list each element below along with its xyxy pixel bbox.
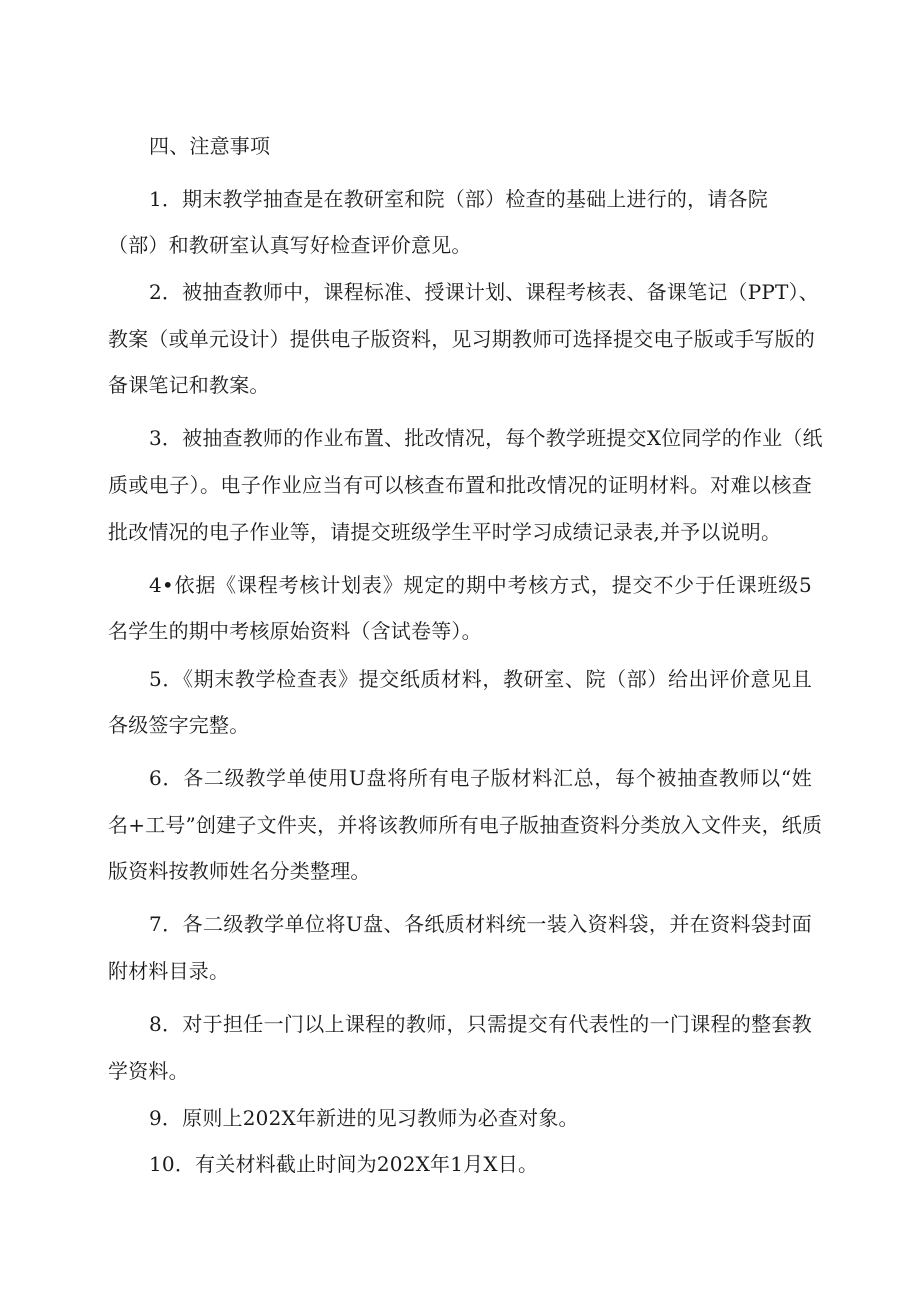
item-7-line-1: 7．各二级教学单位将U盘、各纸质材料统一装入资料袋，并在资料袋封面 [149, 912, 812, 936]
item-8-line-2: 学资料。 [108, 1059, 189, 1083]
item-6-line-2: 名+工号”创建子文件夹，并将该教师所有电子版抽查资料分类放入文件夹，纸质 [108, 813, 823, 837]
item-3-line-3: 批改情况的电子作业等，请提交班级学生平时学习成绩记录表,并予以说明。 [108, 520, 782, 544]
item-5-line-2: 各级签字完整。 [108, 713, 250, 737]
item-7-line-2: 附材料目录。 [108, 959, 230, 983]
item-8-line-1: 8．对于担任一门以上课程的教师，只需提交有代表性的一门课程的整套教 [149, 1012, 812, 1036]
item-9-line-1: 9．原则上202X年新进的见习教师为必查对象。 [149, 1106, 579, 1130]
item-3-line-2: 质或电子）。电子作业应当有可以核查布置和批改情况的证明材料。对难以核查 [108, 473, 812, 497]
item-2-line-3: 备课笔记和教案。 [108, 373, 270, 397]
item-1-line-1: 1．期末教学抽查是在教研室和院（部）检查的基础上进行的，请各院 [149, 187, 768, 211]
item-2-line-1: 2．被抽查教师中，课程标准、授课计划、课程考核表、备课笔记（PPT）、 [149, 280, 819, 304]
item-3-line-1: 3．被抽查教师的作业布置、批改情况，每个教学班提交X位同学的作业（纸 [149, 426, 823, 450]
item-5-line-1: 5．《期末教学检查表》提交纸质材料，教研室、院（部）给出评价意见且 [149, 667, 812, 691]
item-2-line-2: 教案（或单元设计）提供电子版资料，见习期教师可选择提交电子版或手写版的 [108, 327, 815, 351]
item-10-line-1: 10．有关材料截止时间为202X年1月X日。 [149, 1152, 539, 1176]
item-4-line-2: 名学生的期中考核原始资料（含试卷等）。 [108, 619, 482, 643]
item-6-line-3: 版资料按教师姓名分类整理。 [108, 859, 371, 883]
section-heading: 四、注意事项 [149, 134, 271, 158]
item-1-line-2: （部）和教研室认真写好检查评价意见。 [108, 233, 472, 257]
item-6-line-1: 6．各二级教学单使用U盘将所有电子版材料汇总，每个被抽查教师以“姓 [149, 766, 812, 790]
item-4-line-1: 4•依据《课程考核计划表》规定的期中考核方式，提交不少于任课班级5 [149, 573, 812, 597]
